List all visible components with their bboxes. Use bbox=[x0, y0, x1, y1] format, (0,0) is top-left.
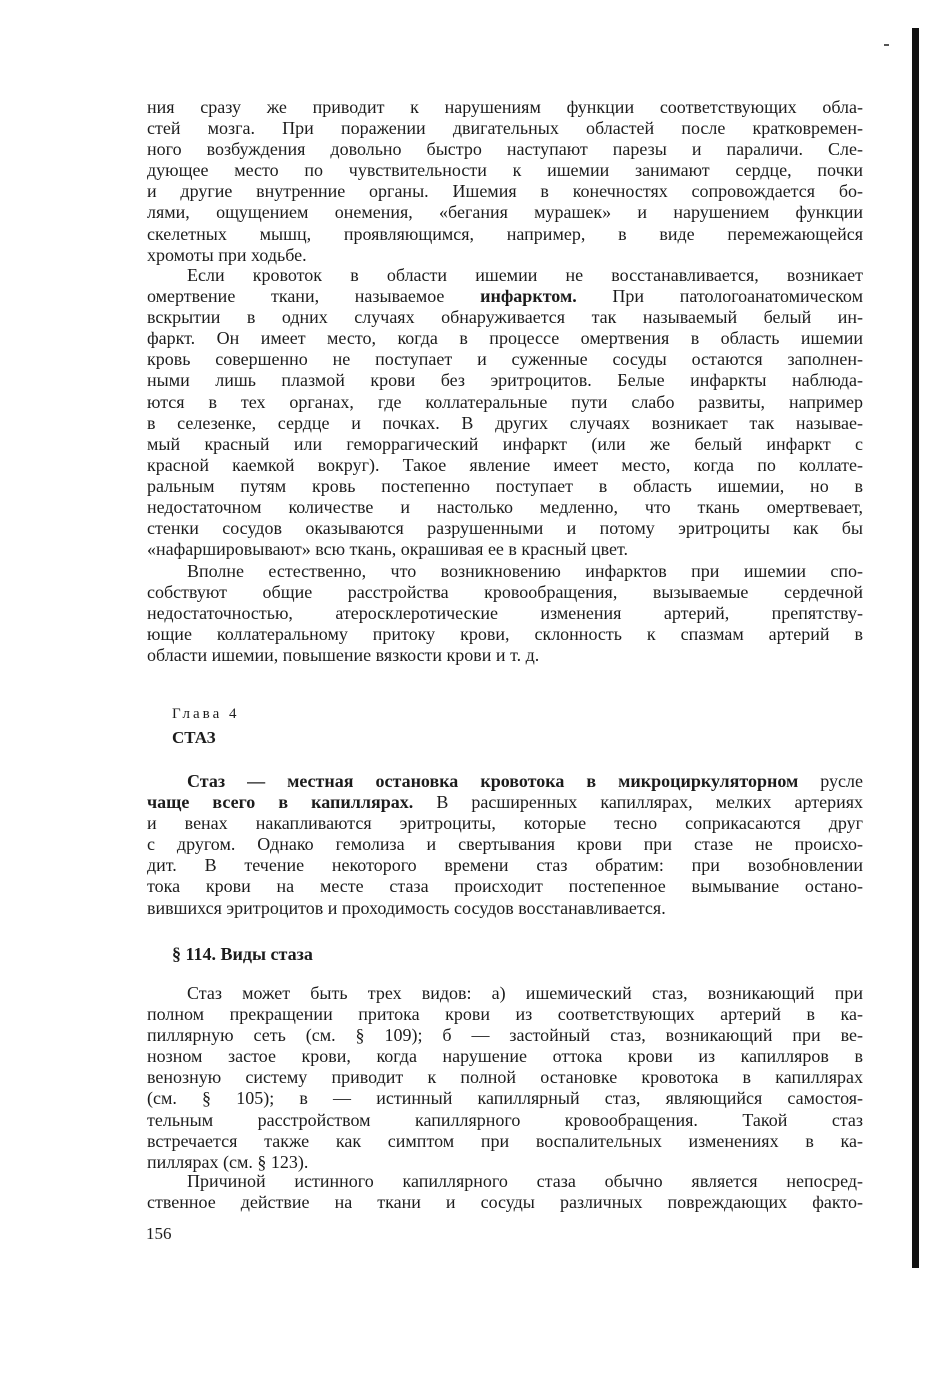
text-line: ральным путям кровь постепенно поступает в область ишемии, но в bbox=[147, 475, 863, 496]
scan-edge-mark bbox=[884, 44, 889, 46]
text-line: дит. В течение некоторого времени стаз обратим: при возобновлении bbox=[147, 855, 863, 876]
text-line: кровь совершенно не поступает и суженные сосуды остаются заполнен- bbox=[147, 349, 863, 370]
text-line: мый красный или геморрагический инфаркт (или же белый инфаркт с bbox=[147, 433, 863, 454]
text-line: стей мозга. При поражении двигательных областей после кратковремен- bbox=[147, 118, 863, 139]
term-infarct: инфарктом. bbox=[480, 286, 577, 307]
text-line: с другом. Однако гемолиза и свертывания крови при стазе не происхо- bbox=[147, 834, 863, 855]
text-line: венозную систему приводит к полной остановке кровотока в капиллярах bbox=[147, 1067, 863, 1088]
text-line bbox=[147, 792, 863, 813]
scan-edge-bar bbox=[912, 28, 919, 1268]
text-line: нозном застое крови, когда нарушение оттока крови из капилляров в bbox=[147, 1046, 863, 1067]
text-line: Если кровоток в области ишемии не восстанавливается, возникает bbox=[187, 265, 863, 285]
text-line: стенки сосудов оказываются разрушенными и потому эритроциты как бы bbox=[147, 518, 863, 539]
chapter-title: СТАЗ bbox=[172, 728, 216, 747]
text-line: пиллярах (см. § 123). bbox=[147, 1151, 309, 1172]
text-line: лями, ощущением онемения, «бегания мурашек» и нарушением функции bbox=[147, 202, 863, 223]
paragraph-2 bbox=[147, 265, 863, 560]
text-line: Причиной истинного капиллярного стаза обычно является непосред- bbox=[187, 1171, 863, 1191]
definition-text: Стаз — местная остановка кровотока в микроциркуляторном bbox=[187, 771, 799, 791]
text-line: скелетных мышц, проявляющимся, например, в виде перемежающейся bbox=[147, 223, 863, 244]
paragraph-5 bbox=[147, 983, 863, 1173]
text-line bbox=[147, 286, 863, 307]
chapter-label: Глава 4 bbox=[172, 706, 240, 722]
text-line: полном прекращении притока крови из соответствующих артерий в ка- bbox=[147, 1004, 863, 1025]
text-line: пиллярную сеть (см. § 109); б — застойный стаз, возникающий при ве- bbox=[147, 1025, 863, 1046]
text-line: ными лишь плазмой крови без эритроцитов. Белые инфаркты наблюда- bbox=[147, 370, 863, 391]
definition-text: чаще всего в капиллярах. bbox=[147, 792, 414, 813]
text-line: ются в тех органах, где коллатеральные пути слабо развиты, например bbox=[147, 391, 863, 412]
text-line: и другие внутренние органы. Ишемия в конечностях сопровождается бо- bbox=[147, 181, 863, 202]
text-line bbox=[147, 771, 863, 792]
text-line: Вполне естественно, что возникновению инфарктов при ишемии спо- bbox=[187, 561, 863, 581]
text-line: дующее место по чувствительности к ишемии занимают сердце, почки bbox=[147, 160, 863, 181]
page-number: 156 bbox=[146, 1224, 172, 1243]
paragraph-4 bbox=[147, 771, 863, 919]
text-line: (см. § 105); в — истинный капиллярный стаз, являющийся самостоя- bbox=[147, 1088, 863, 1109]
paragraph-6 bbox=[147, 1171, 863, 1213]
paragraph-1 bbox=[147, 97, 863, 266]
text-line: ния сразу же приводит к нарушениям функции соответствующих обла- bbox=[147, 97, 863, 117]
text-line: ственное действие на ткани и сосуды различных повреждающих факто- bbox=[147, 1192, 863, 1213]
text-line: «нафаршировывают» всю ткань, окрашивая ее в красный цвет. bbox=[147, 539, 629, 560]
text-line: собствуют общие расстройства кровообращения, вызываемые сердечной bbox=[147, 582, 863, 603]
paragraph-3 bbox=[147, 561, 863, 666]
text-line: вскрытии в одних случаях обнаруживается так называемый белый ин- bbox=[147, 307, 863, 328]
text-line: ного возбуждения довольно быстро наступают парезы и параличи. Сле- bbox=[147, 139, 863, 160]
text-run: омертвение ткани, называемое bbox=[147, 286, 481, 307]
text-line: хромоты при ходьбе. bbox=[147, 244, 307, 265]
text-line: тока крови на месте стаза происходит постепенное вымывание остано- bbox=[147, 876, 863, 897]
text-run: В расширенных капиллярах, мелких артериях bbox=[413, 792, 863, 813]
text-line: ющие коллатеральному притоку крови, склонность к спазмам артерий в bbox=[147, 624, 863, 645]
text-line: в селезенке, сердце и почках. В других случаях возникает так называе- bbox=[147, 412, 863, 433]
text-line: встречается также как симптом при воспалительных изменениях в ка- bbox=[147, 1130, 863, 1151]
text-run: русле bbox=[798, 771, 863, 791]
text-line: недостаточностью, атеросклеротические изменения артерий, препятству- bbox=[147, 603, 863, 624]
text-line: вившихся эритроцитов и проходимость сосудов восстанавливается. bbox=[147, 897, 666, 918]
text-line: Стаз может быть трех видов: а) ишемический стаз, возникающий при bbox=[187, 983, 863, 1003]
text-line: области ишемии, повышение вязкости крови и т. д. bbox=[147, 645, 540, 666]
text-line: и венах накапливаются эритроциты, которые тесно соприкасаются друг bbox=[147, 813, 863, 834]
text-line: фаркт. Он имеет место, когда в процессе омертвения в область ишемии bbox=[147, 328, 863, 349]
text-run: При патологоанатомическом bbox=[576, 286, 863, 307]
text-line: недостаточном количестве и настолько медленно, что ткань омертвевает, bbox=[147, 497, 863, 518]
text-line: красной каемкой вокруг). Такое явление имеет место, когда по коллате- bbox=[147, 454, 863, 475]
text-line: тельным расстройством капиллярного кровообращения. Такой стаз bbox=[147, 1109, 863, 1130]
section-title: § 114. Виды стаза bbox=[172, 944, 313, 964]
